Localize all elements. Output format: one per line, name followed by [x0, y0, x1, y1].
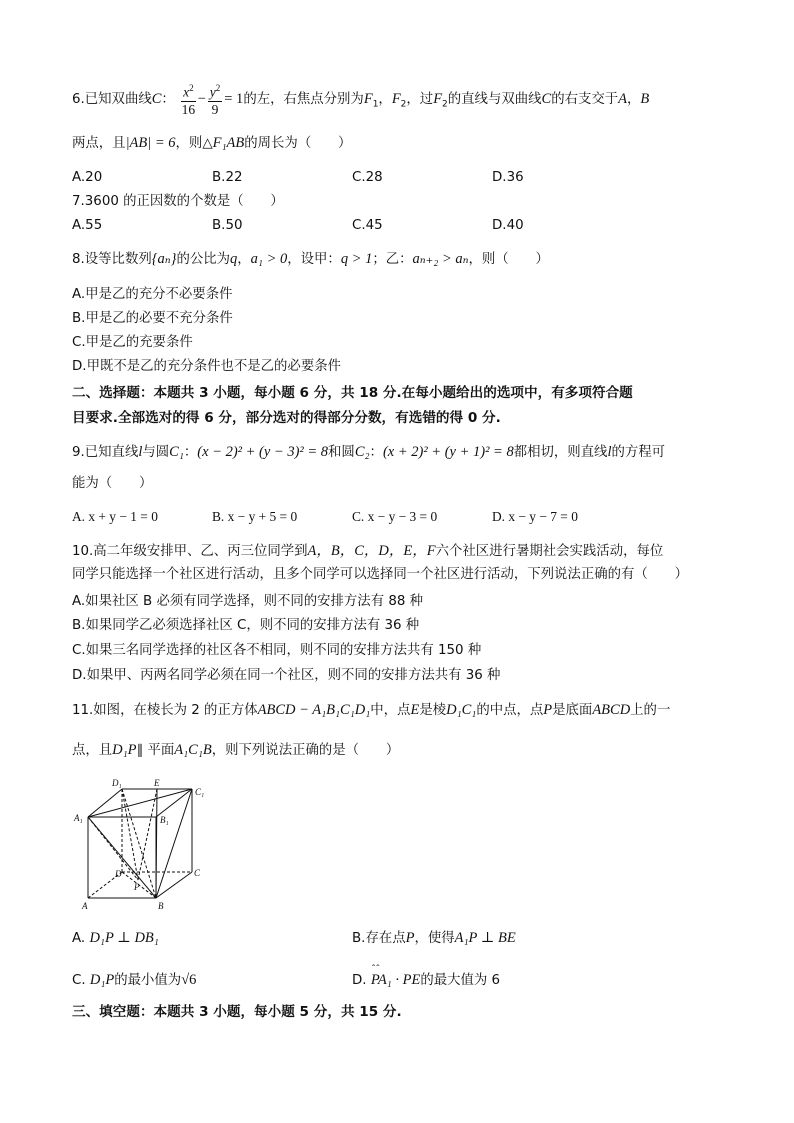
q6-option-a: A.20: [72, 170, 103, 185]
q11-option-b: B.存在点P，使得A₁P ⊥ BE: [352, 930, 516, 946]
q7-option-c: C.45: [352, 218, 383, 233]
q10-option-b: B.如果同学乙必须选择社区 C，则不同的安排方法有 36 种: [72, 618, 420, 633]
q6-option-b: B.22: [212, 170, 243, 185]
q9-option-b: B. x − y + 5 = 0: [212, 509, 298, 524]
q11-line1: 11.如图，在棱长为 2 的正方体ABCD − A₁B₁C₁D₁中，点E是棱D₁C₁的中点，点P是底面ABCD上的一: [72, 702, 671, 718]
q9-line2: 能为（ ）: [72, 476, 153, 491]
q6-line2: 两点，且|AB| = 6，则△F₁AB的周长为（ ）: [72, 135, 352, 151]
q8-stem: 8.设等比数列{aₙ}的公比为q，a₁ > 0，设甲：q > 1；乙：aₙ₊₂ > aₙ，则（ ）: [72, 251, 549, 267]
q8-option-a: A.甲是乙的充分不必要条件: [72, 287, 233, 302]
q7-stem: 7.3600 的正因数的个数是（ ）: [72, 194, 284, 209]
label-c: C: [194, 868, 201, 878]
q10-option-d: D.如果甲、丙两名同学必须在同一个社区，则不同的安排方法共有 36 种: [72, 668, 501, 683]
label-a: A: [82, 901, 88, 911]
q11-line2: 点，且D₁P∥ 平面A₁C₁B，则下列说法正确的是（ ）: [72, 742, 400, 758]
cube-figure: [70, 776, 210, 912]
q6-option-d: D.36: [492, 170, 524, 185]
q6-line1: 6.已知双曲线C： $\frac{x^2}{16}$ − $\frac{y^2}{9}$ = 1的左，右焦点分别为$F_1$，$F_2$，过$F_2$的直线与双曲线C的右支交于A，B: [72, 80, 649, 118]
q6-option-c: C.28: [352, 170, 383, 185]
q9-option-c: C. x − y − 3 = 0: [352, 509, 438, 524]
label-d1: D₁: [112, 778, 122, 788]
q8-option-b: B.甲是乙的必要不充分条件: [72, 311, 233, 326]
q10-line2: 同学只能选择一个社区进行活动，且多个同学可以选择同一个社区进行活动，下列说法正确的有（ ）: [72, 567, 688, 582]
q8-option-d: D.甲既不是乙的充分条件也不是乙的必要条件: [72, 359, 341, 374]
q10-line1: 10.高二年级安排甲、乙、丙三位同学到A，B，C，D，E，F六个社区进行暑期社会实践活动，每位: [72, 543, 664, 559]
label-e: E: [154, 778, 160, 788]
label-d: D: [115, 869, 122, 879]
label-b: B: [158, 901, 164, 911]
q11-option-c: C. D₁P的最小值为√6: [72, 972, 197, 988]
label-b1: B₁: [160, 815, 169, 825]
q9-option-d: D. x − y − 7 = 0: [492, 509, 578, 524]
label-a1: A₁: [74, 813, 83, 823]
q7-option-b: B.50: [212, 218, 243, 233]
section3-heading: 三、填空题：本题共 3 小题，每小题 5 分，共 15 分.: [72, 1004, 402, 1020]
q11-option-a: A. D₁P ⊥ DB₁: [72, 930, 159, 946]
label-p: P: [134, 882, 140, 892]
q9-option-a: A. x + y − 1 = 0: [72, 509, 158, 524]
q10-option-c: C.如果三名同学选择的社区各不相同，则不同的安排方法共有 150 种: [72, 643, 482, 658]
section2-heading-line1: 二、选择题：本题共 3 小题，每小题 6 分，共 18 分.在每小题给出的选项中，有多项符合题: [72, 385, 633, 401]
section2-heading-line2: 目要求.全部选对的得 6 分，部分选对的得部分分数，有选错的得 0 分.: [72, 410, 501, 426]
q9-line1: 9.已知直线l与圆C₁：(x − 2)² + (y − 3)² = 8和圆C₂：(x + 2)² + (y + 1)² = 8都相切，则直线l的方程可: [72, 444, 666, 460]
q8-option-c: C.甲是乙的充要条件: [72, 335, 193, 350]
q7-option-a: A.55: [72, 218, 103, 233]
q10-option-a: A.如果社区 B 必须有同学选择，则不同的安排方法有 88 种: [72, 594, 424, 609]
label-c1: C₁: [195, 787, 205, 797]
q7-option-d: D.40: [492, 218, 524, 233]
q11-option-d: D. ˆˆ PA₁ · PE的最大值为 6: [352, 970, 500, 991]
